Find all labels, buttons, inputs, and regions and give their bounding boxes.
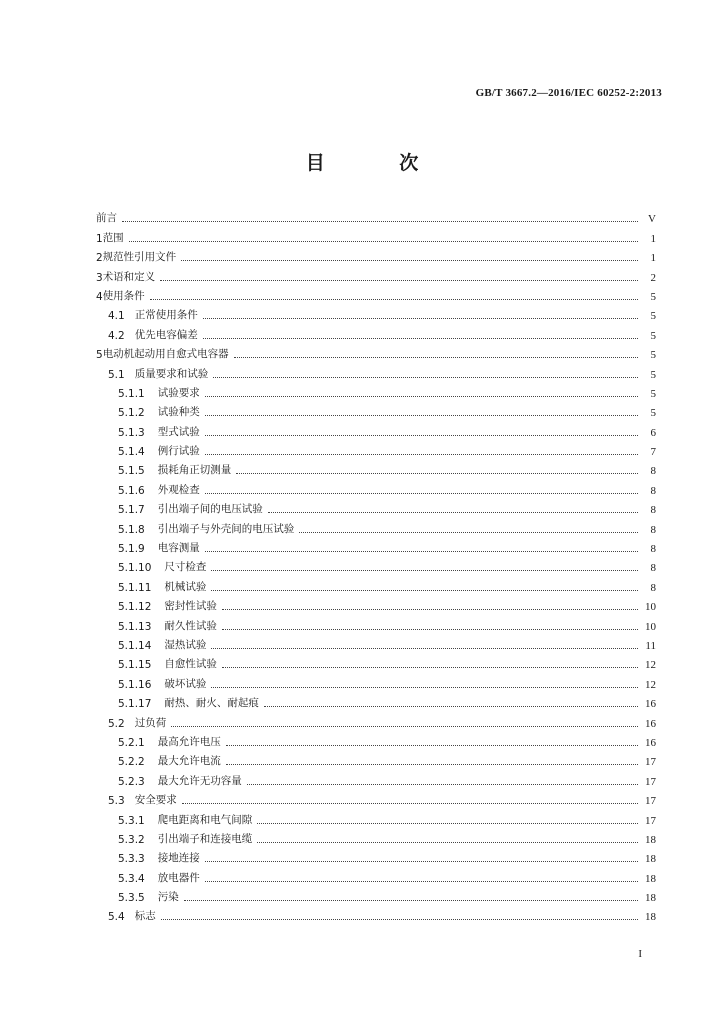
toc-entry[interactable] bbox=[96, 245, 656, 264]
toc-entry-page: 5 bbox=[650, 310, 656, 323]
toc-entry-label: 污染 bbox=[157, 891, 179, 904]
toc-entry[interactable] bbox=[96, 633, 656, 652]
toc-entry-label: 电容测量 bbox=[157, 542, 200, 555]
dot-leader bbox=[236, 472, 638, 474]
toc-entry-number: 4.2 bbox=[108, 329, 125, 342]
toc-entry[interactable] bbox=[96, 419, 656, 438]
toc-entry-label: 破坏试验 bbox=[164, 677, 207, 690]
toc-entry-number: 5.2 bbox=[108, 717, 125, 730]
toc-entry[interactable] bbox=[96, 477, 656, 496]
toc-entry-number: 4.1 bbox=[108, 310, 125, 323]
toc-entry-page: 17 bbox=[645, 756, 656, 769]
toc-entry-number: 5.1 bbox=[108, 368, 125, 381]
dot-leader bbox=[161, 918, 638, 920]
dot-leader bbox=[129, 240, 638, 242]
toc-entry-page: 5 bbox=[650, 368, 656, 381]
dot-leader bbox=[257, 822, 638, 824]
toc-entry[interactable] bbox=[96, 400, 656, 419]
toc-entry-label: 耐久性试验 bbox=[164, 619, 217, 632]
toc-entry[interactable] bbox=[96, 885, 656, 904]
toc-entry-page: 18 bbox=[645, 911, 656, 924]
toc-entry-page: 5 bbox=[650, 387, 656, 400]
toc-entry-label: 最大允许无功容量 bbox=[157, 774, 242, 787]
toc-entry[interactable] bbox=[96, 807, 656, 826]
toc-entry-number: 5.1.10 bbox=[118, 562, 152, 575]
toc-entry-number: 5.1.1 bbox=[118, 387, 145, 400]
toc-entry-page: 12 bbox=[645, 659, 656, 672]
toc-entry-label: 引出端子与外壳间的电压试验 bbox=[157, 522, 295, 535]
toc-entry-label: 引出端子和连接电缆 bbox=[157, 832, 253, 845]
toc-entry-page: 5 bbox=[650, 290, 656, 303]
toc-entry-number: 5.1.14 bbox=[118, 639, 152, 652]
table-of-contents bbox=[96, 206, 656, 923]
dot-leader bbox=[182, 802, 638, 804]
dot-leader bbox=[184, 899, 638, 901]
toc-entry[interactable] bbox=[96, 303, 656, 322]
toc-entry-number: 2 bbox=[96, 252, 103, 265]
dot-leader bbox=[222, 628, 638, 630]
toc-entry-number: 5.3.2 bbox=[118, 833, 145, 846]
toc-entry-page: 18 bbox=[645, 872, 656, 885]
toc-entry-label: 规范性引用文件 bbox=[102, 251, 177, 264]
toc-entry[interactable] bbox=[96, 284, 656, 303]
toc-entry-page: 5 bbox=[650, 349, 656, 362]
toc-entry[interactable] bbox=[96, 671, 656, 690]
toc-entry-page: 8 bbox=[650, 581, 656, 594]
toc-entry-page: 7 bbox=[650, 446, 656, 459]
dot-leader bbox=[160, 279, 638, 281]
dot-leader bbox=[203, 337, 638, 339]
toc-entry[interactable] bbox=[96, 439, 656, 458]
toc-entry-number: 5.1.7 bbox=[118, 504, 145, 517]
toc-entry-page: 8 bbox=[650, 543, 656, 556]
toc-entry[interactable] bbox=[96, 555, 656, 574]
toc-entry-label: 试验要求 bbox=[157, 386, 200, 399]
dot-leader bbox=[171, 725, 638, 727]
dot-leader bbox=[211, 647, 638, 649]
toc-entry-number: 5.1.8 bbox=[118, 523, 145, 536]
toc-entry-number: 5.1.13 bbox=[118, 620, 152, 633]
dot-leader bbox=[205, 414, 638, 416]
toc-entry-page: 18 bbox=[645, 853, 656, 866]
toc-entry-page: 8 bbox=[650, 465, 656, 478]
toc-entry-label: 机械试验 bbox=[164, 580, 207, 593]
toc-entry-number: 5.1.15 bbox=[118, 659, 152, 672]
dot-leader bbox=[299, 531, 638, 533]
dot-leader bbox=[247, 783, 638, 785]
toc-entry-number: 5.1.5 bbox=[118, 465, 145, 478]
toc-entry-page: 16 bbox=[645, 698, 656, 711]
dot-leader bbox=[203, 317, 638, 319]
toc-entry[interactable] bbox=[96, 361, 656, 380]
toc-entry-label: 最高允许电压 bbox=[157, 735, 221, 748]
toc-entry-page: 18 bbox=[645, 833, 656, 846]
toc-entry[interactable] bbox=[96, 342, 656, 361]
toc-entry-label: 范围 bbox=[102, 231, 124, 244]
dot-leader bbox=[211, 569, 638, 571]
standard-code: GB/T 3667.2—2016/IEC 60252-2:2013 bbox=[475, 87, 662, 99]
toc-entry[interactable] bbox=[96, 827, 656, 846]
toc-entry[interactable] bbox=[96, 768, 656, 787]
toc-entry[interactable] bbox=[96, 536, 656, 555]
toc-entry-page: 17 bbox=[645, 814, 656, 827]
toc-entry-page: 16 bbox=[645, 717, 656, 730]
dot-leader bbox=[213, 376, 638, 378]
toc-entry-page: 10 bbox=[645, 620, 656, 633]
toc-entry-page: 17 bbox=[645, 775, 656, 788]
toc-entry-label: 优先电容偏差 bbox=[134, 328, 198, 341]
dot-leader bbox=[211, 589, 638, 591]
page-number: I bbox=[638, 948, 642, 960]
toc-entry[interactable] bbox=[96, 788, 656, 807]
toc-entry-number: 5 bbox=[96, 349, 103, 362]
toc-entry-label: 引出端子间的电压试验 bbox=[157, 503, 263, 516]
toc-entry-number: 5.2.1 bbox=[118, 736, 145, 749]
toc-entry-page: 8 bbox=[650, 504, 656, 517]
toc-entry-number: 5.3.1 bbox=[118, 814, 145, 827]
toc-entry-label: 过负荷 bbox=[134, 716, 167, 729]
dot-leader bbox=[205, 860, 638, 862]
toc-entry-label: 质量要求和试验 bbox=[134, 367, 209, 380]
toc-entry-number: 5.1.12 bbox=[118, 601, 152, 614]
toc-entry-label: 使用条件 bbox=[102, 289, 145, 302]
toc-entry[interactable] bbox=[96, 574, 656, 593]
toc-entry-number: 5.1.16 bbox=[118, 678, 152, 691]
toc-entry-label: 前言 bbox=[96, 212, 117, 225]
toc-entry[interactable] bbox=[96, 691, 656, 710]
toc-entry[interactable] bbox=[96, 516, 656, 535]
toc-entry-label: 耐热、耐火、耐起痕 bbox=[164, 697, 259, 710]
dot-leader bbox=[226, 763, 638, 765]
dot-leader bbox=[205, 453, 638, 455]
toc-entry-label: 外观检查 bbox=[157, 483, 200, 496]
toc-entry-number: 5.1.9 bbox=[118, 543, 145, 556]
dot-leader bbox=[226, 744, 638, 746]
toc-entry[interactable] bbox=[96, 710, 656, 729]
toc-entry-number: 5.2.2 bbox=[118, 756, 145, 769]
toc-entry-number: 5.1.3 bbox=[118, 426, 145, 439]
toc-entry-label: 损耗角正切测量 bbox=[157, 464, 232, 477]
toc-entry-page: 8 bbox=[650, 484, 656, 497]
toc-entry-page: V bbox=[648, 213, 656, 226]
toc-entry-label: 接地连接 bbox=[157, 852, 200, 865]
toc-entry-label: 型式试验 bbox=[157, 425, 200, 438]
toc-entry[interactable] bbox=[96, 264, 656, 283]
toc-entry-label: 正常使用条件 bbox=[134, 309, 198, 322]
toc-entry-label: 安全要求 bbox=[134, 794, 177, 807]
toc-entry[interactable] bbox=[96, 730, 656, 749]
dot-leader bbox=[181, 259, 638, 261]
dot-leader bbox=[257, 841, 638, 843]
dot-leader bbox=[264, 705, 638, 707]
toc-entry-number: 5.1.4 bbox=[118, 446, 145, 459]
toc-entry[interactable] bbox=[96, 846, 656, 865]
toc-entry-page: 1 bbox=[650, 232, 656, 245]
dot-leader bbox=[205, 550, 638, 552]
toc-entry-label: 电动机起动用自愈式电容器 bbox=[102, 348, 229, 361]
toc-entry-page: 12 bbox=[645, 678, 656, 691]
dot-leader bbox=[205, 492, 638, 494]
toc-entry-page: 5 bbox=[650, 329, 656, 342]
toc-entry-number: 3 bbox=[96, 271, 103, 284]
page-title: 目 次 bbox=[305, 152, 453, 174]
toc-entry-label: 爬电距离和电气间隙 bbox=[157, 813, 253, 826]
toc-entry-number: 4 bbox=[96, 290, 103, 303]
toc-entry-number: 5.1.2 bbox=[118, 407, 145, 420]
toc-entry-number: 1 bbox=[96, 232, 103, 245]
toc-entry-number: 5.3 bbox=[108, 795, 125, 808]
dot-leader bbox=[222, 666, 638, 668]
toc-entry-number: 5.3.5 bbox=[118, 892, 145, 905]
toc-entry[interactable] bbox=[96, 497, 656, 516]
toc-entry-label: 术语和定义 bbox=[102, 270, 156, 283]
dot-leader bbox=[234, 356, 638, 358]
toc-entry-label: 最大允许电流 bbox=[157, 755, 221, 768]
dot-leader bbox=[205, 434, 638, 436]
toc-entry[interactable] bbox=[96, 865, 656, 884]
toc-entry-page: 8 bbox=[650, 523, 656, 536]
toc-entry-page: 10 bbox=[645, 601, 656, 614]
toc-entry-page: 11 bbox=[645, 639, 656, 652]
toc-entry[interactable] bbox=[96, 206, 656, 225]
dot-leader bbox=[268, 511, 638, 513]
toc-entry-number: 5.3.4 bbox=[118, 872, 145, 885]
toc-entry[interactable] bbox=[96, 904, 656, 923]
toc-entry-page: 16 bbox=[645, 736, 656, 749]
toc-entry-page: 18 bbox=[645, 892, 656, 905]
toc-entry-page: 5 bbox=[650, 407, 656, 420]
toc-entry[interactable] bbox=[96, 749, 656, 768]
toc-entry-number: 5.1.6 bbox=[118, 484, 145, 497]
toc-entry-page: 17 bbox=[645, 795, 656, 808]
toc-entry[interactable] bbox=[96, 594, 656, 613]
toc-entry[interactable] bbox=[96, 652, 656, 671]
toc-entry[interactable] bbox=[96, 613, 656, 632]
toc-entry-number: 5.1.17 bbox=[118, 698, 152, 711]
toc-entry-label: 密封性试验 bbox=[164, 600, 217, 613]
toc-entry[interactable] bbox=[96, 225, 656, 244]
toc-entry-number: 5.3.3 bbox=[118, 853, 145, 866]
toc-entry-number: 5.2.3 bbox=[118, 775, 145, 788]
toc-entry-number: 5.4 bbox=[108, 911, 125, 924]
toc-entry[interactable] bbox=[96, 458, 656, 477]
toc-entry-page: 6 bbox=[650, 426, 656, 439]
toc-entry-page: 2 bbox=[650, 271, 656, 284]
toc-entry-page: 1 bbox=[650, 252, 656, 265]
toc-entry-number: 5.1.11 bbox=[118, 581, 152, 594]
toc-entry-label: 湿热试验 bbox=[164, 638, 207, 651]
toc-entry-label: 自愈性试验 bbox=[164, 658, 217, 671]
toc-entry-label: 放电器件 bbox=[157, 871, 200, 884]
toc-entry[interactable] bbox=[96, 322, 656, 341]
toc-entry-page: 8 bbox=[650, 562, 656, 575]
toc-entry-label: 尺寸检查 bbox=[164, 561, 207, 574]
toc-entry[interactable] bbox=[96, 381, 656, 400]
dot-leader bbox=[122, 220, 638, 222]
toc-entry-label: 例行试验 bbox=[157, 445, 200, 458]
dot-leader bbox=[205, 395, 638, 397]
dot-leader bbox=[222, 608, 638, 610]
dot-leader bbox=[150, 298, 638, 300]
dot-leader bbox=[211, 686, 638, 688]
dot-leader bbox=[205, 880, 638, 882]
toc-entry-label: 试验种类 bbox=[157, 406, 200, 419]
toc-entry-label: 标志 bbox=[134, 910, 156, 923]
